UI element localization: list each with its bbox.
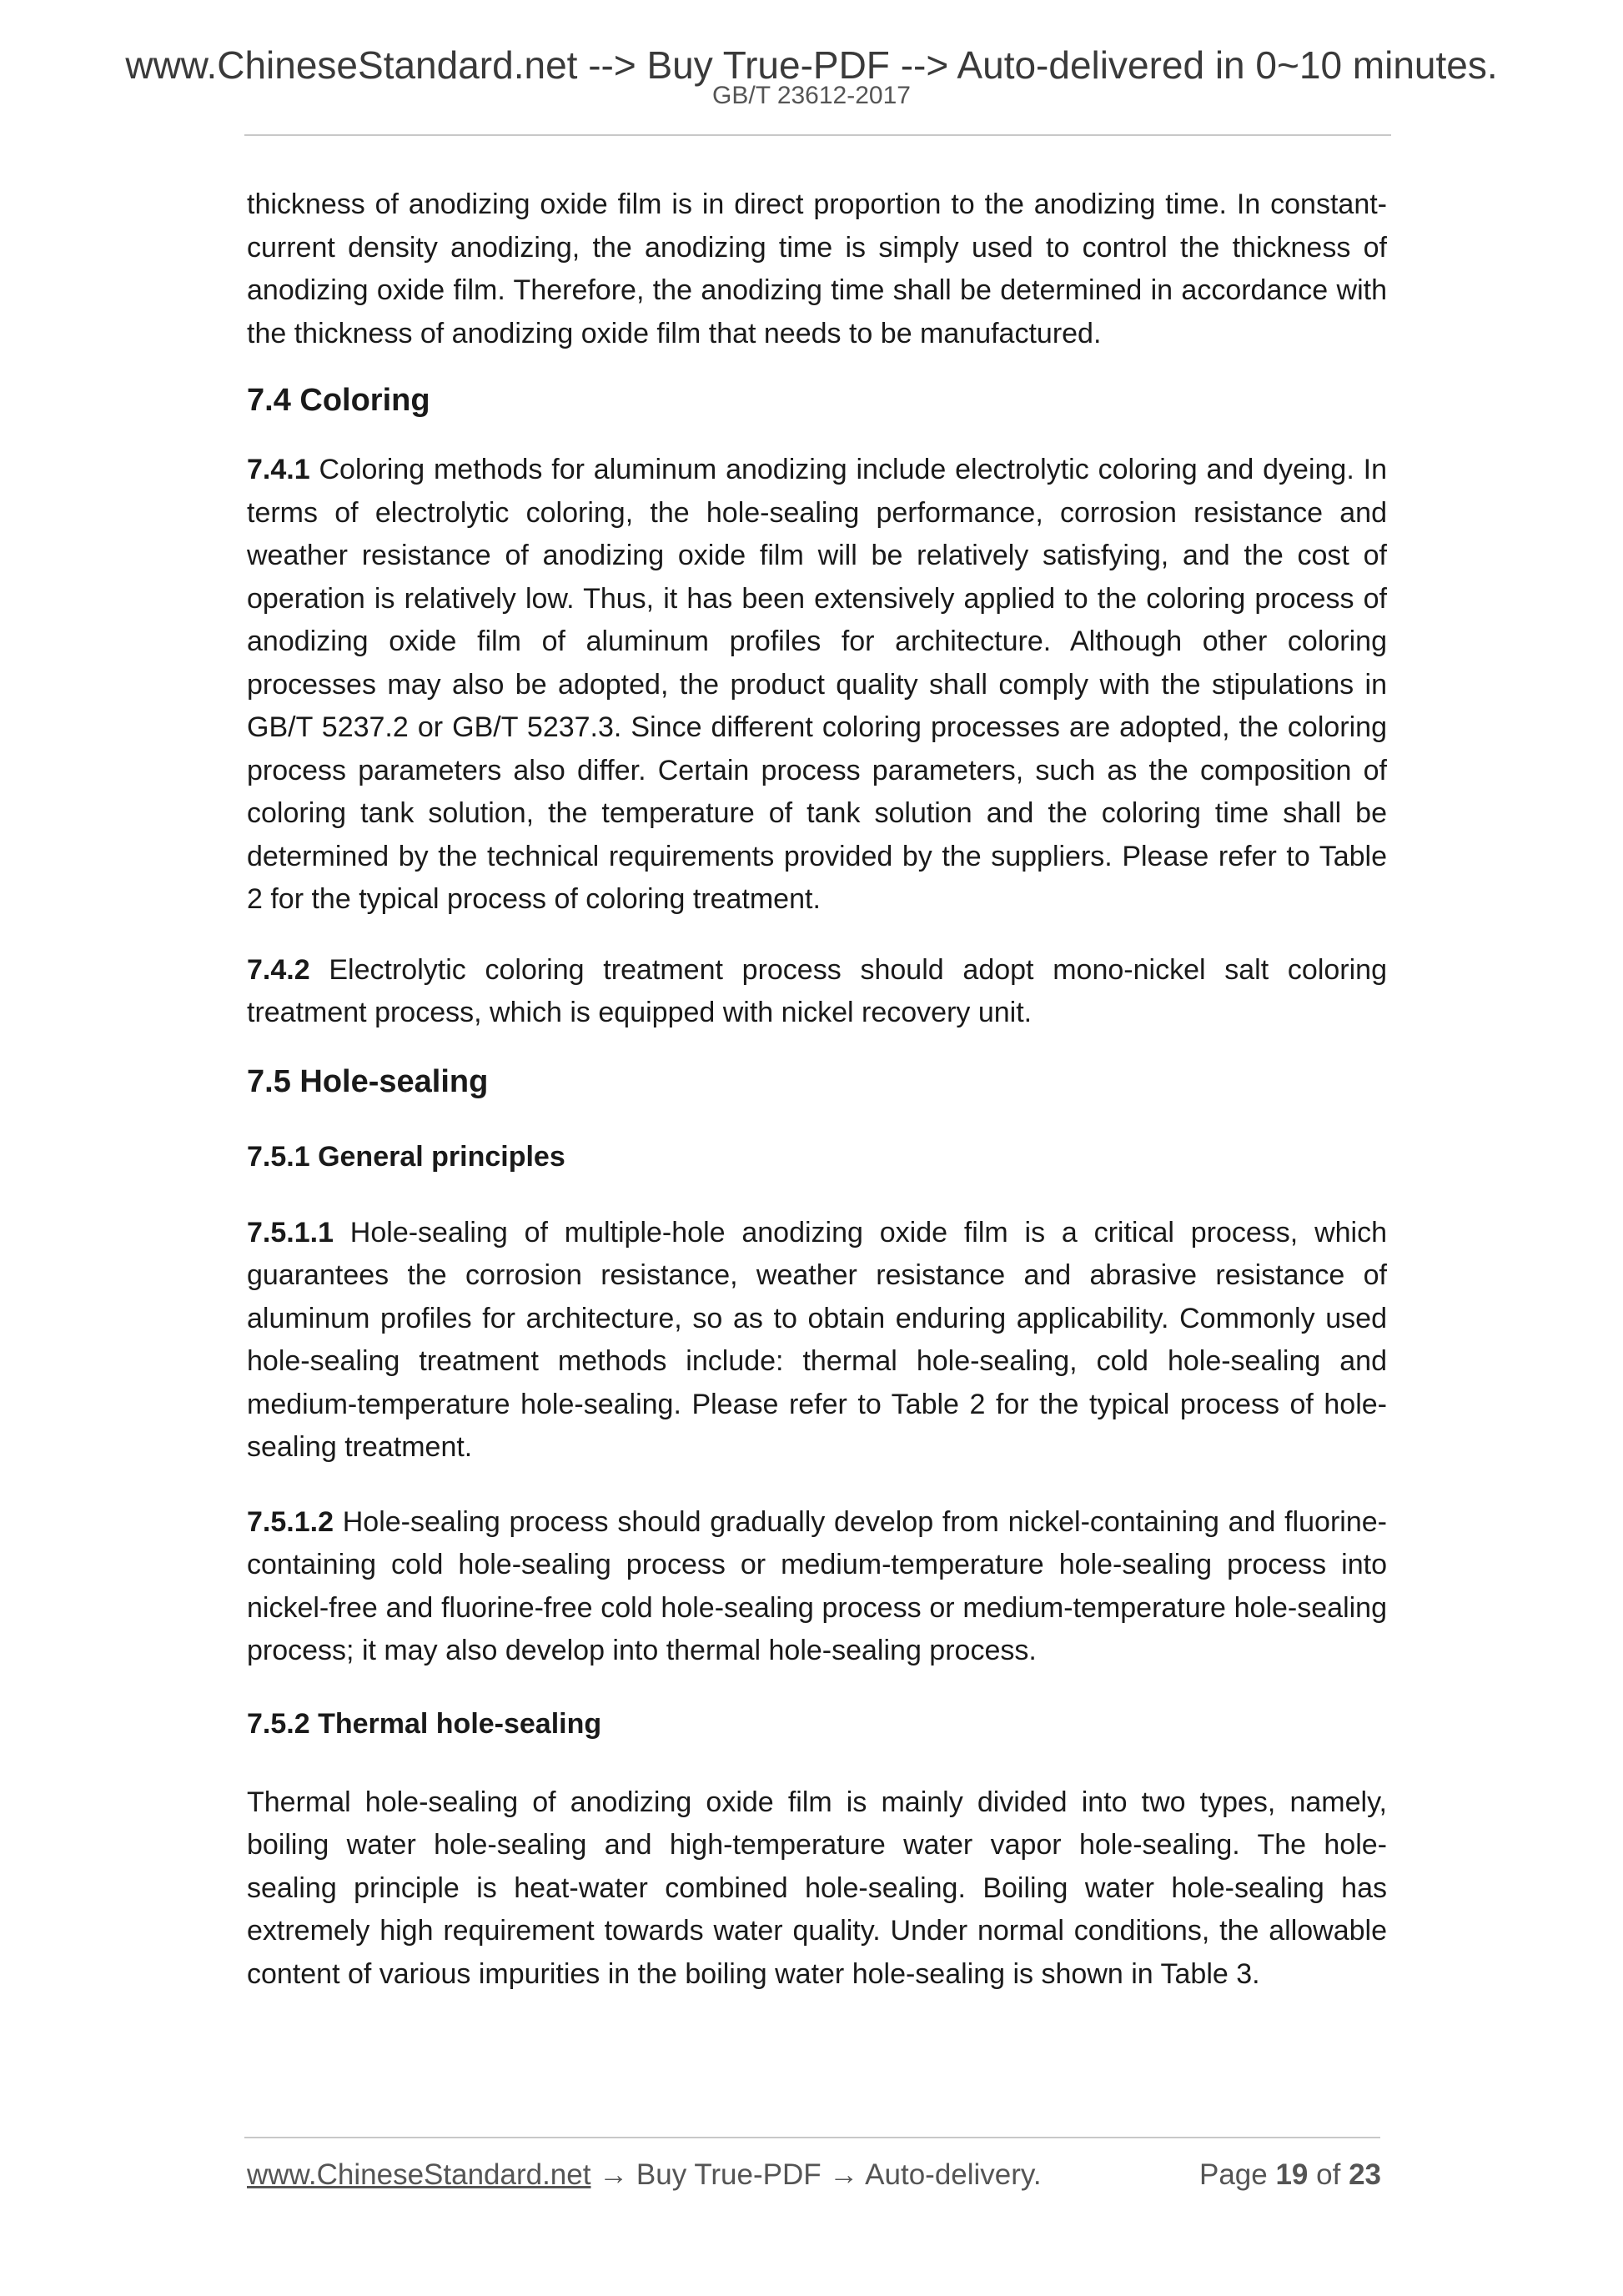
heading-7-4: 7.4 Coloring <box>247 383 430 418</box>
footer-arrow-text: → Buy True-PDF → Auto-delivery. <box>590 2158 1042 2191</box>
clause-number: 7.4.1 <box>247 454 310 485</box>
page-footer <box>247 2154 1381 2196</box>
page-current: 19 <box>1275 2158 1309 2191</box>
clause-7-5-1-2 <box>247 1501 1387 1673</box>
page-total: 23 <box>1349 2158 1381 2191</box>
clause-text: Coloring methods for aluminum anodizing include electrolytic coloring and dyeing. In terms of electrolytic coloring, the hole-sealing performance, corrosion resistance and weather resistance of anodizing oxide film will be relatively satisfying, and the cost of operation is relatively low. Thus, it has been extensively applied to the coloring process of anodizing oxide film of aluminum profiles for architecture. Although other coloring processes may also be adopted, the product quality shall comply with the stipulations in GB/T 5237.2 or GB/T 5237.3. Since different coloring processes are adopted, the coloring process parameters also differ. Certain process parameters, such as the composition of coloring tank solution, the temperature of tank solution and the coloring time shall be determined by the technical requirements provided by the suppliers. Please refer to Table 2 for the typical process of coloring treatment. <box>247 454 1387 915</box>
header-divider <box>244 134 1391 136</box>
footer-divider <box>244 2137 1380 2138</box>
heading-7-5: 7.5 Hole-sealing <box>247 1063 489 1099</box>
clause-number: 7.4.2 <box>247 953 310 986</box>
document-number: GB/T 23612-2017 <box>712 82 911 109</box>
paragraph-7-5-2: Thermal hole-sealing of anodizing oxide film is mainly divided into two types, namely, boiling water hole-sealing and high-temperature water vapor hole-sealing. The hole-sealing principle is heat-water combined hole-sealing. Boiling water hole-sealing has extremely high requirement towards water quality. Under normal conditions, the allowable content of various impurities in the boiling water hole-sealing is shown in Table 3. <box>247 1786 1387 1990</box>
clause-text: Hole-sealing of multiple-hole anodizing oxide film is a critical process, which guarantees the corrosion resistance, weather resistance and abrasive resistance of aluminum profiles for architecture, so as to obtain enduring applicability. Commonly used hole-sealing treatment methods include: thermal hole-sealing, cold hole-sealing and medium-temperature hole-sealing. Please refer to Table 2 for the typical process of hole-sealing treatment. <box>247 1216 1387 1463</box>
heading-7-5-1: 7.5.1 General principles <box>247 1140 565 1173</box>
paragraph-intro: thickness of anodizing oxide film is in direct proportion to the anodizing time. In constant-current density anodizing, the anodizing time is simply used to control the thickness of anodizing oxide film. Therefore, the anodizing time shall be determined in accordance with the thickness of anodizing oxide film that needs to be manufactured. <box>247 188 1387 349</box>
site-banner: www.ChineseStandard.net --> Buy True-PDF --> Auto-delivered in 0~10 minutes. <box>125 43 1498 87</box>
clause-7-5-1-1 <box>247 1212 1387 1470</box>
footer-site-link[interactable]: www.ChineseStandard.net <box>247 2158 591 2191</box>
clause-number: 7.5.1.1 <box>247 1216 334 1248</box>
clause-text: Electrolytic coloring treatment process should adopt mono-nickel salt coloring treatment process, which is equipped with nickel recovery unit. <box>247 953 1387 1028</box>
page-label: Page <box>1198 2158 1268 2191</box>
clause-7-4-1 <box>247 449 1387 922</box>
heading-7-5-2: 7.5.2 Thermal hole-sealing <box>247 1707 602 1740</box>
page-content <box>247 183 1387 1996</box>
clause-number: 7.5.1.2 <box>247 1505 334 1538</box>
clause-text: Hole-sealing process should gradually develop from nickel-containing and fluorine-containing cold hole-sealing process or medium-temperature hole-sealing process into nickel-free and fluorine-free cold hole-sealing process or medium-temperature hole-sealing process; it may also develop into thermal hole-sealing process. <box>247 1505 1387 1666</box>
of-label: of <box>1316 2158 1341 2191</box>
footer-left <box>247 2154 1042 2196</box>
clause-7-4-2 <box>247 949 1387 1035</box>
page-indicator <box>1199 2154 1381 2196</box>
